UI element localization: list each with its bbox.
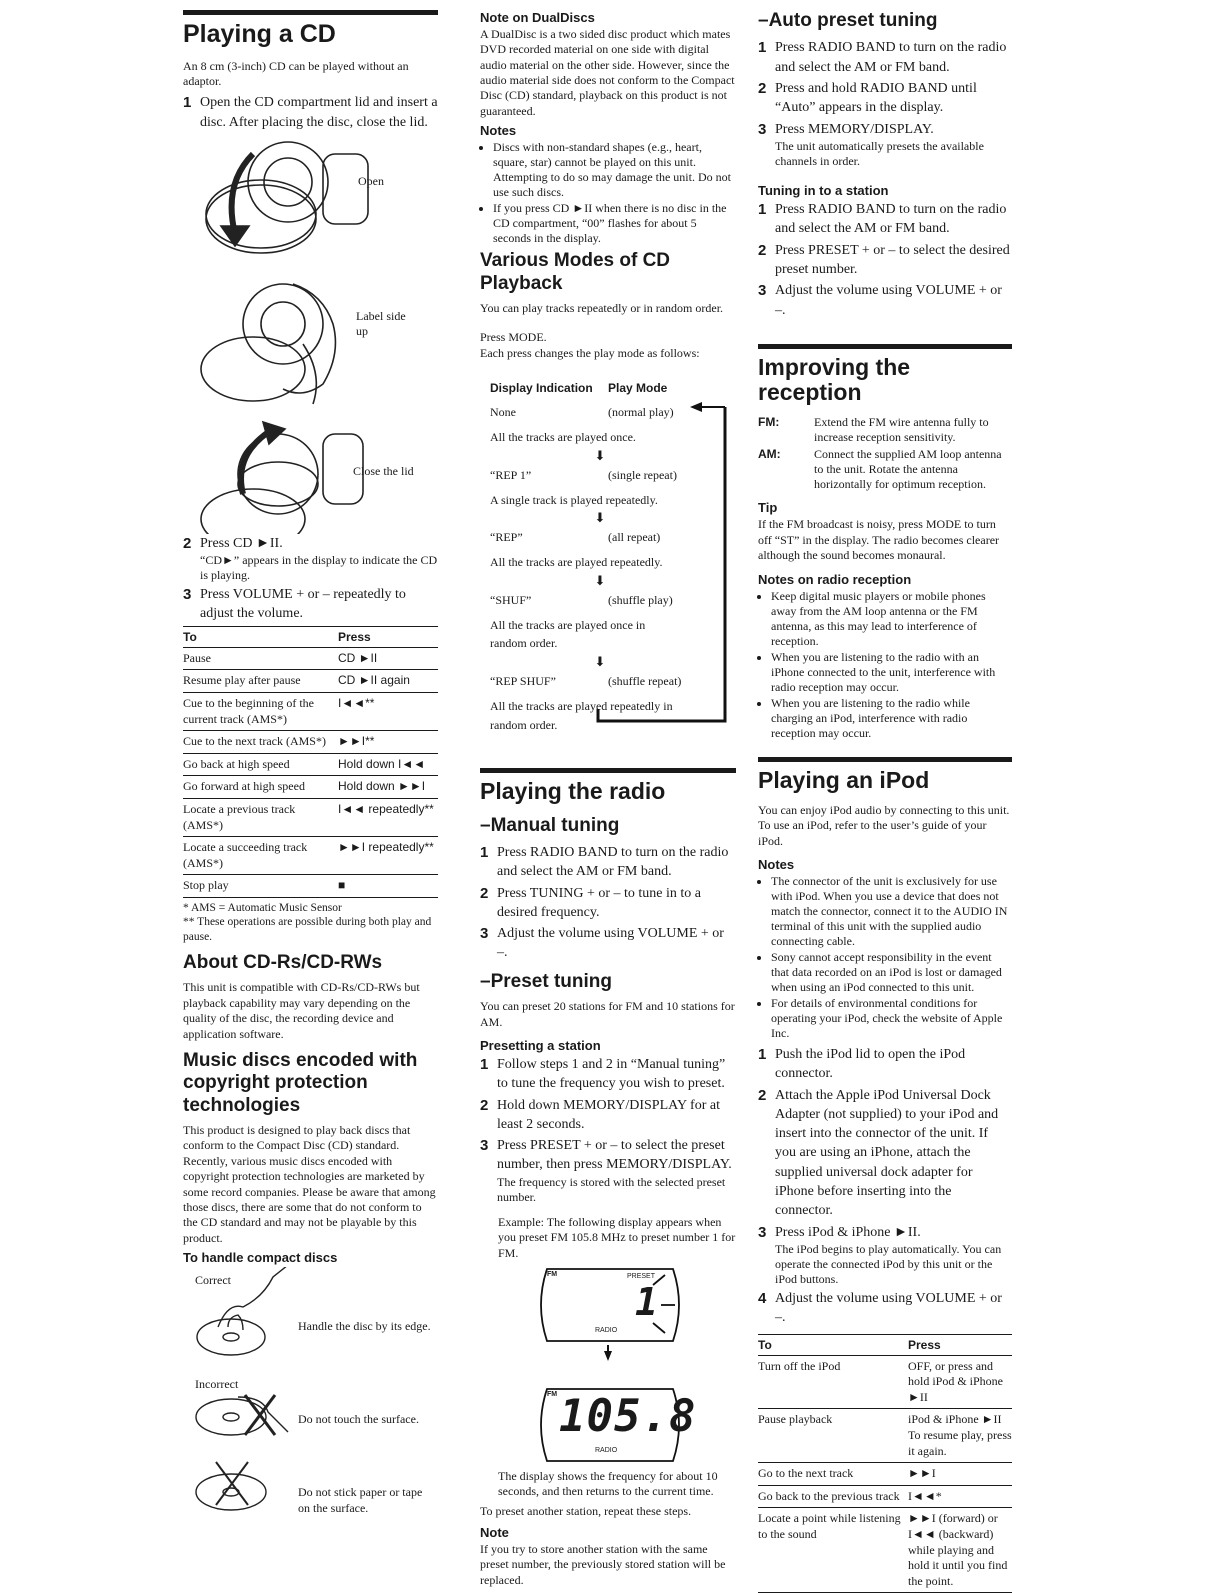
table-cell-action: Cue to the next track (AMS*) — [183, 731, 338, 754]
table-cell-press: ►►I (forward) or I◄◄ (backward) while playing and hold it until you find the point. — [908, 1508, 1012, 1593]
table-cell-action: Go back to the previous track — [758, 1485, 908, 1508]
fig-label-open: Open — [358, 173, 384, 188]
arrow-down-icon: ⬇ — [594, 510, 606, 526]
mode-table-header: Display Indication Play Mode — [490, 381, 668, 396]
list-item: • When you are listening to the radio while charging an iPod, interference with radio reception may occur. — [771, 696, 1012, 741]
dualdisc-title: Note on DualDiscs — [480, 10, 595, 25]
cd-step-1: 1 Open the CD compartment lid and insert a disc. After placing the disc, close the lid. — [183, 94, 438, 130]
table-cell-action: Locate a point while listening to the sound — [758, 1508, 908, 1593]
table-cell-action: Stop play — [183, 875, 338, 898]
table-cell-action: Locate a previous track (AMS*) — [183, 798, 338, 836]
tuning-step-1: 1 Press RADIO BAND to turn on the radio and select the AM or FM band. — [758, 200, 1007, 237]
preset-step-3: 3 Press PRESET + or – to select the preset number, then press MEMORY/DISPLAY. The frequency is stored with the selected preset number. — [480, 1137, 732, 1204]
mode-name: (single repeat) — [608, 467, 677, 482]
incorrect-note-touch: Do not touch the surface. — [298, 1411, 419, 1426]
table-row — [183, 753, 438, 776]
section-title-modes: Various Modes of CD Playback — [480, 250, 671, 294]
list-item: • If you press CD ►II when there is no disc in the CD compartment, “00” flashes for about 5 seconds in the display. — [493, 201, 736, 246]
fm-row: FM: Extend the FM wire antenna fully to increase reception sensitivity. — [758, 415, 989, 445]
table-cell-press: Hold down ►►I — [338, 776, 438, 799]
table-row — [758, 1355, 1012, 1409]
list-item: • For details of environmental conditions for operating your iPod, check the website of Apple Inc. — [771, 996, 1012, 1041]
table-cell-action: Go forward at high speed — [183, 776, 338, 799]
table-cell-action: Resume play after pause — [183, 670, 338, 693]
ipod-step-3: 3 Press iPod & iPhone ►II. The iPod begins to play automatically. You can operate the connected iPod by this unit or the iPod buttons. — [758, 1223, 1002, 1287]
manual-step-3: 3 Adjust the volume using VOLUME + or –. — [480, 925, 724, 961]
footnote-ams: * AMS = Automatic Music Sensor — [183, 901, 342, 914]
list-item: • The connector of the unit is exclusively for use with iPod. When you use a device that does not match the connector, connect it to the AUDIO IN terminal of this unit with the supplied audio connecting cable. — [771, 874, 1012, 949]
each-press: Each press changes the play mode as follows: — [480, 345, 700, 360]
ipod-intro: You can enjoy iPod audio by connecting to this unit. To use an iPod, refer to the user’s guide of your iPod. — [758, 802, 1010, 848]
press-mode: Press MODE. — [480, 330, 547, 345]
mode-name: (shuffle repeat) — [608, 674, 682, 689]
table-row — [183, 647, 438, 670]
lcd-radio-label: RADIO — [595, 1326, 618, 1334]
table-row — [183, 875, 438, 898]
fig-label-side-up: Label side up — [356, 308, 406, 339]
table-cell-press: OFF, or press and hold iPod & iPhone ►II — [908, 1355, 1012, 1409]
section-rule — [183, 10, 438, 15]
table-cell-action: Turn off the iPod — [758, 1355, 908, 1409]
ipod-notes-title: Notes — [758, 856, 795, 872]
table-row — [183, 670, 438, 693]
handle-discs-title: To handle compact discs — [183, 1249, 338, 1265]
section-title-reception: Improving the reception — [758, 353, 911, 406]
cd-notes-list — [480, 140, 736, 246]
copyright-text: This product is designed to play back discs that conform to the Compact Disc (CD) standard. Recently, various music discs encoded with copyright protection technologies are marketed by some record companies. Please be aware that among those discs, there are some that do not conform to the CD standard and may not be playable by this product. — [183, 1123, 436, 1245]
list-item: • Sony cannot accept responsibility in the event that data recorded on an iPod is lost or damaged when using an iPod connected to this unit. — [771, 950, 1012, 995]
table-cell-press: ►►I repeatedly** — [338, 837, 438, 875]
preset-tuning-title: –Preset tuning — [480, 970, 612, 992]
table-row — [758, 1508, 1012, 1593]
auto-step-1: 1 Press RADIO BAND to turn on the radio and select the AM or FM band. — [758, 39, 1007, 75]
cd-figure — [183, 134, 438, 534]
arrow-down-icon: ⬇ — [594, 654, 606, 670]
table-cell-action: Go back at high speed — [183, 753, 338, 776]
list-item: • When you are listening to the radio with an iPhone connected to the unit, interference with radio reception may occur. — [771, 650, 1012, 695]
table-cell-press: iPod & iPhone ►II To resume play, press it again. — [908, 1409, 1012, 1463]
modes-intro: You can play tracks repeatedly or in random order. — [480, 300, 724, 315]
table-cell-action: Locate a succeeding track (AMS*) — [183, 837, 338, 875]
ipod-step-4: 4 Adjust the volume using VOLUME + or –. — [758, 1290, 1002, 1326]
arrow-down-icon: ⬇ — [594, 447, 606, 463]
preset-intro: You can preset 20 stations for FM and 10 stations for AM. — [480, 999, 735, 1029]
list-item: • Discs with non-standard shapes (e.g., heart, square, star) cannot be played on this unit. Attempting to do so may damage the unit. Do not use such discs. — [493, 140, 736, 200]
column-playing-cd — [183, 10, 438, 1517]
section-title-cdr: About CD-Rs/CD-RWs — [183, 952, 383, 974]
ipod-step-1: 1 Push the iPod lid to open the iPod connector. — [758, 1045, 966, 1082]
correct-label: Correct — [195, 1272, 231, 1287]
correct-note: Handle the disc by its edge. — [298, 1318, 431, 1333]
column-cd-modes-radio — [480, 10, 736, 1592]
preset-example: Example: The following display appears when you preset FM 105.8 MHz to preset number 1 for FM. — [498, 1214, 736, 1260]
auto-preset-title: –Auto preset tuning — [758, 10, 938, 31]
table-row — [758, 1463, 1012, 1486]
mode-name: (normal play) — [608, 405, 674, 420]
radio-reception-notes-title: Notes on radio reception — [758, 571, 912, 587]
mode-description: All the tracks are played once in random order. — [490, 617, 646, 651]
manual-step-1: 1 Press RADIO BAND to turn on the radio and select the AM or FM band. — [480, 843, 729, 880]
table-cell-action: Pause playback — [758, 1409, 908, 1463]
dualdisc-text: A DualDisc is a two sided disc product which mates DVD recorded material on one side with digital audio material on the other side. However, since the audio material side does not conform to the Compact Disc (CD) standard, playback on this product is not guaranteed. — [480, 27, 735, 118]
cd-step-3: 3 Press VOLUME + or – repeatedly to adjust the volume. — [183, 586, 406, 622]
ipod-notes-list — [758, 874, 1012, 1041]
table-row — [758, 1485, 1012, 1508]
table-cell-action: Pause — [183, 647, 338, 670]
table-row — [183, 798, 438, 836]
table-cell-action: Go to the next track — [758, 1463, 908, 1486]
cycle-arrow-icon — [590, 401, 730, 731]
cd-table-body — [183, 647, 438, 897]
tip-title: Tip — [758, 500, 778, 516]
column-radio-ipod — [758, 10, 1012, 1593]
section-title-playing-cd: Playing a CD — [183, 20, 336, 48]
incorrect-label: Incorrect — [195, 1376, 239, 1391]
section-title-radio: Playing the radio — [480, 778, 666, 805]
cd-operations-table — [183, 626, 438, 898]
ipod-table-body — [758, 1355, 1012, 1593]
table-row — [183, 776, 438, 799]
auto-step-2: 2 Press and hold RADIO BAND until “Auto” appears in the display. — [758, 80, 977, 116]
table-cell-press: I◄◄** — [338, 692, 438, 730]
tuning-step-3: 3 Adjust the volume using VOLUME + or –. — [758, 282, 1002, 318]
arrow-down-icon: ⬇ — [594, 572, 606, 588]
tuning-station-title: Tuning in to a station — [758, 182, 889, 198]
table-cell-action: Cue to the beginning of the current track (AMS*) — [183, 692, 338, 730]
lcd-frequency: 105.8 — [559, 1390, 697, 1442]
cdr-text: This unit is compatible with CD-Rs/CD-RWs but playback capability may vary depending on the quality of the disc, the recording device and application software. — [183, 980, 420, 1041]
table-cell-press: ■ — [338, 875, 438, 898]
table-header-to: To — [183, 626, 338, 647]
mode-name: (all repeat) — [608, 530, 661, 545]
mode-display: None — [490, 405, 516, 420]
lcd-fm-label-2: FM — [547, 1390, 558, 1398]
mode-display: “REP 1” — [490, 467, 532, 482]
table-cell-press: ►►I** — [338, 731, 438, 754]
preset-another: To preset another station, repeat these steps. — [480, 1503, 692, 1518]
table-row — [183, 731, 438, 754]
radio-reception-notes — [758, 589, 1012, 741]
table-cell-press: CD ►II — [338, 647, 438, 670]
mode-name: (shuffle play) — [608, 592, 673, 607]
section-rule — [480, 768, 736, 773]
presetting-title: Presetting a station — [480, 1037, 601, 1053]
preset-step-2: 2 Hold down MEMORY/DISPLAY for at least 2 seconds. — [480, 1096, 720, 1132]
footnote-play-pause: ** These operations are possible during both play and pause. — [183, 916, 432, 943]
mode-description: All the tracks are played repeatedly in random order. — [490, 699, 673, 732]
manual-tuning-title: –Manual tuning — [480, 814, 620, 836]
section-title-copyright: Music discs encoded with copyright protection technologies — [183, 1049, 418, 1116]
lcd-figure — [535, 1265, 736, 1465]
radio-note-title: Note — [480, 1524, 509, 1540]
ipod-operations-table — [758, 1334, 1012, 1593]
lcd-preset-label: PRESET — [627, 1272, 656, 1280]
section-rule — [758, 344, 1012, 349]
table-cell-press: CD ►II again — [338, 670, 438, 693]
preset-step-1: 1 Follow steps 1 and 2 in “Manual tuning” to tune the frequency you wish to preset. — [480, 1055, 726, 1092]
lcd-fm-label: FM — [547, 1270, 558, 1278]
table-row — [183, 837, 438, 875]
play-mode-table — [480, 381, 736, 734]
table-row — [183, 692, 438, 730]
table-cell-press: I◄◄* — [908, 1485, 1012, 1508]
mode-display: “SHUF” — [490, 592, 532, 607]
section-rule — [758, 757, 1012, 762]
lcd-preset-digit: 1 — [635, 1279, 658, 1324]
auto-step-3: 3 Press MEMORY/DISPLAY. The unit automatically presets the available channels in order. — [758, 120, 984, 168]
mode-description: All the tracks are played once. — [490, 430, 636, 445]
table-header-to: To — [758, 1334, 908, 1355]
lcd-radio-label-2: RADIO — [595, 1446, 618, 1454]
table-cell-press: Hold down I◄◄ — [338, 753, 438, 776]
table-cell-press: ►►I — [908, 1463, 1012, 1486]
cd-step-2: 2 Press CD ►II. “CD►” appears in the display to indicate the CD is playing. — [183, 534, 438, 583]
tip-text: If the FM broadcast is noisy, press MODE to turn off “ST” in the display. The radio becomes clearer although the sound becomes monaural. — [758, 517, 1000, 563]
mode-display: “REP SHUF” — [490, 674, 556, 689]
table-row — [758, 1409, 1012, 1463]
ipod-step-2: 2 Attach the Apple iPod Universal Dock Adapter (not supplied) to your iPod and insert into the connector of the unit. If you are using an iPhone, attach the supplied universal dock adapter for iPhone before inserting into the connector. — [758, 1086, 999, 1219]
disc-handling-figure — [183, 1267, 438, 1517]
am-row: AM: Connect the supplied AM loop antenna to the unit. Rotate the antenna horizontally for optimum reception. — [758, 447, 1002, 492]
radio-note-text: If you try to store another station with the same preset number, the previously stored station will be replaced. — [480, 1541, 726, 1587]
notes-title: Notes — [480, 123, 517, 139]
mode-description: A single track is played repeatedly. — [490, 492, 658, 507]
cd-intro: An 8 cm (3-inch) CD can be played without an adaptor. — [183, 58, 409, 88]
mode-description: All the tracks are played repeatedly. — [490, 555, 663, 570]
list-item: • Keep digital music players or mobile phones away from the AM loop antenna or the FM antenna, as this may lead to interference of reception. — [771, 589, 1012, 649]
disc-handling-illustration — [183, 1267, 438, 1517]
incorrect-note-paper: Do not stick paper or tape on the surface. — [298, 1484, 423, 1515]
table-cell-press: I◄◄ repeatedly** — [338, 798, 438, 836]
table-header-press: Press — [908, 1334, 1012, 1355]
table-header-press: Press — [338, 626, 438, 647]
tuning-step-2: 2 Press PRESET + or – to select the desired preset number. — [758, 241, 1010, 277]
manual-step-2: 2 Press TUNING + or – to tune in to a desired frequency. — [480, 884, 702, 920]
display-note: The display shows the frequency for about 10 seconds, and then returns to the current time. — [498, 1468, 718, 1499]
fig-label-close-lid: Close the lid — [353, 463, 414, 478]
mode-display: “REP” — [490, 530, 523, 545]
section-title-ipod: Playing an iPod — [758, 766, 930, 793]
